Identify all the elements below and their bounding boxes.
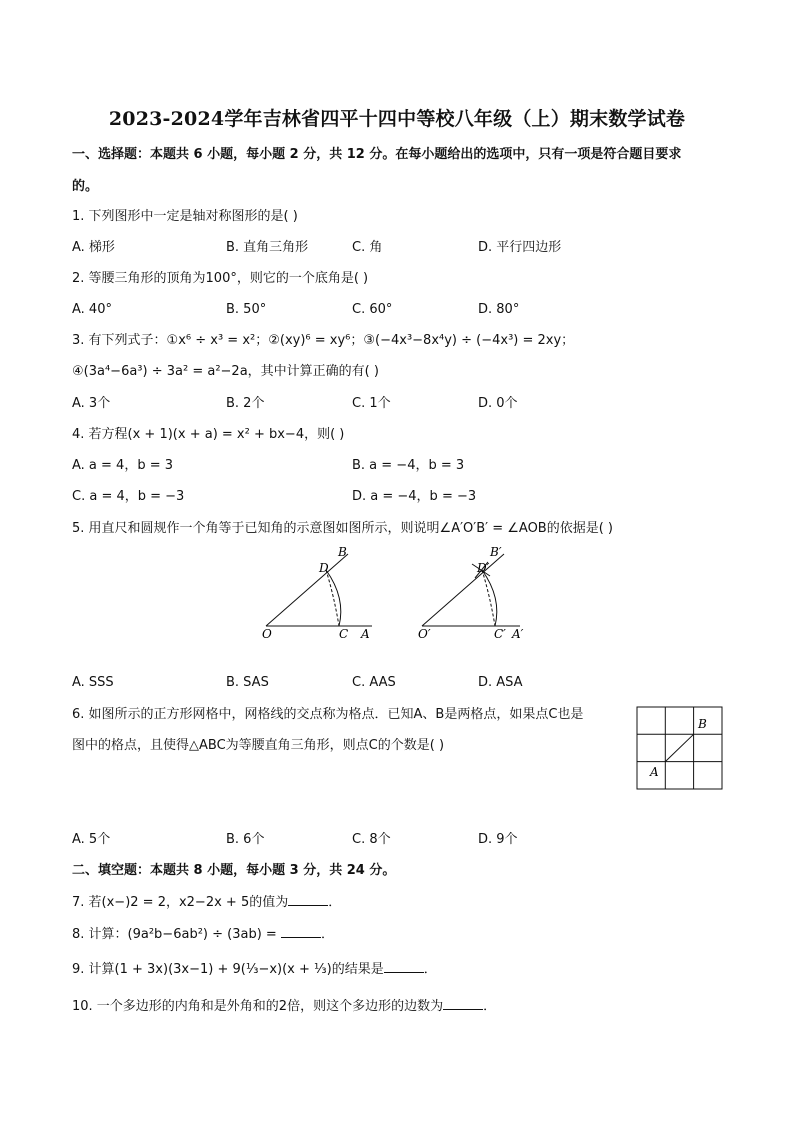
label-c: C	[339, 627, 349, 641]
q6-option-d: D. 9个	[478, 832, 518, 847]
q2-option-d: D. 80°	[478, 302, 520, 317]
q2-option-b: B. 50°	[226, 302, 267, 317]
q4-option-a: A. a = 4，b = 3	[72, 458, 174, 473]
arc-solid-prime	[482, 570, 497, 626]
q3-option-c: C. 1个	[352, 396, 391, 411]
q1-stem: 1. 下列图形中一定是轴对称图形的是( )	[72, 209, 298, 224]
arc-dashed-prime	[482, 570, 495, 626]
q1-option-c: C. 角	[352, 240, 383, 255]
q4-option-b: B. a = −4，b = 3	[352, 458, 465, 473]
q2-stem: 2. 等腰三角形的顶角为100°，则它的一个底角是( )	[72, 271, 369, 286]
q5-figure	[250, 540, 550, 650]
q4-stem: 4. 若方程(x + 1)(x + a) = x² + bx−4，则( )	[72, 427, 345, 442]
section1-heading-cont: 的。	[72, 179, 99, 194]
q10	[72, 997, 496, 1016]
label-a: A	[361, 627, 370, 641]
q10-text: 10. 一个多边形的内角和是外角和的2倍，则这个多边形的边数为	[72, 999, 444, 1014]
q7-text: 7. 若(x−)2 = 2，x2−2x + 5的值为	[72, 895, 289, 910]
q5-option-d: D. ASA	[478, 675, 523, 690]
grid-label-b: B	[698, 717, 707, 731]
ray-o-prime-b-prime	[422, 554, 504, 626]
q4-option-d: D. a = −4，b = −3	[352, 489, 477, 504]
q1-option-b: B. 直角三角形	[226, 240, 309, 255]
q6-option-b: B. 6个	[226, 832, 265, 847]
label-d: D	[319, 561, 329, 575]
q8-suffix: ．	[320, 927, 334, 942]
q8	[72, 925, 334, 944]
q7-suffix: ．	[328, 895, 342, 910]
q9-suffix: ．	[423, 962, 437, 977]
q5-option-b: B. SAS	[226, 675, 269, 690]
q5-stem: 5. 用直尺和圆规作一个角等于已知角的示意图如图所示，则说明∠A′O′B′ = ∠AOB的依据是( )	[72, 521, 613, 536]
q3-stem-line1: 3. 有下列式子：①x⁶ ÷ x³ = x²；②(xy)⁶ = xy⁶；③(−4x³−8x⁴y) ÷ (−4x³) = 2xy；	[72, 333, 575, 348]
label-b: B	[338, 545, 347, 559]
label-d-prime: D′	[477, 561, 490, 575]
label-b-prime: B′	[490, 545, 502, 559]
q10-suffix: ．	[483, 999, 497, 1014]
q9-text: 9. 计算(1 + 3x)(3x−1) + 9(⅓−x)(x + ⅓)的结果是	[72, 962, 384, 977]
page-title: 2023-2024学年吉林省四平十四中等校八年级（上）期末数学试卷	[108, 108, 686, 130]
q8-text: 8. 计算：(9a²b−6ab²) ÷ (3ab) =	[72, 927, 277, 942]
q5-figure-right	[422, 554, 520, 626]
q7-answer-blank	[288, 893, 328, 906]
q6-option-c: C. 8个	[352, 832, 391, 847]
arc-dashed	[326, 570, 339, 626]
q8-answer-blank	[281, 925, 321, 938]
q6-grid-figure	[636, 706, 724, 792]
label-o: O	[262, 627, 272, 641]
label-c-prime: C′	[494, 627, 506, 641]
segment-ab	[665, 734, 693, 761]
q2-option-c: C. 60°	[352, 302, 393, 317]
q3-stem-line2: ④(3a⁴−6a³) ÷ 3a² = a²−2a，其中计算正确的有( )	[72, 364, 379, 379]
q10-answer-blank	[443, 997, 483, 1010]
label-a-prime: A′	[512, 627, 524, 641]
q3-option-a: A. 3个	[72, 396, 111, 411]
label-o-prime: O′	[418, 627, 431, 641]
q6-stem-line1: 6. 如图所示的正方形网格中，网格线的交点称为格点．已知A、B是两格点，如果点C也是	[72, 707, 584, 722]
grid-label-a: A	[650, 765, 659, 779]
section1-heading: 一、选择题：本题共 6 小题，每小题 2 分，共 12 分。在每小题给出的选项中，只有一项是符合题目要求	[72, 147, 682, 162]
q6-stem-line2: 图中的格点，且使得△ABC为等腰直角三角形，则点C的个数是( )	[72, 738, 445, 753]
q1-option-a: A. 梯形	[72, 240, 115, 255]
q9-answer-blank	[384, 960, 424, 973]
ray-ob	[266, 554, 348, 626]
q5-option-a: A. SSS	[72, 675, 114, 690]
q6-option-a: A. 5个	[72, 832, 111, 847]
q3-option-b: B. 2个	[226, 396, 265, 411]
q3-option-d: D. 0个	[478, 396, 518, 411]
q5-option-c: C. AAS	[352, 675, 396, 690]
q2-option-a: A. 40°	[72, 302, 112, 317]
q4-option-c: C. a = 4，b = −3	[72, 489, 185, 504]
arc-solid	[326, 570, 341, 626]
section2-heading: 二、填空题：本题共 8 小题，每小题 3 分，共 24 分。	[72, 863, 396, 878]
q1-option-d: D. 平行四边形	[478, 240, 562, 255]
q7	[72, 893, 341, 912]
q9	[72, 960, 437, 979]
